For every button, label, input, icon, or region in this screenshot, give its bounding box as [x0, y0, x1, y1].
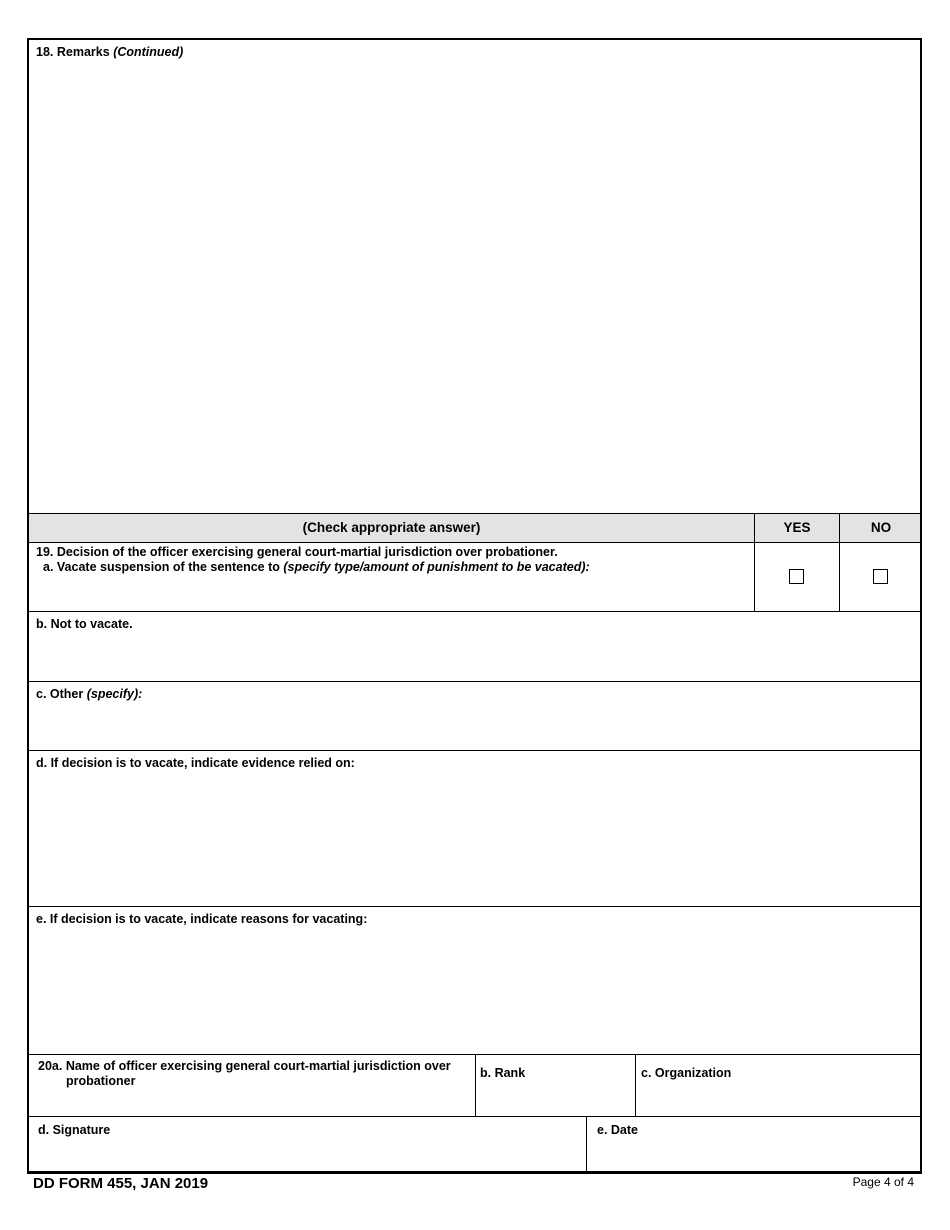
form-page [27, 38, 922, 1174]
item19a-label [43, 560, 590, 575]
divider [754, 514, 755, 611]
item19c-specify: (specify): [86, 687, 143, 701]
form-identifier: DD FORM 455, JAN 2019 [33, 1175, 209, 1192]
item19d-label: d. If decision is to vacate, indicate evidence relied on: [36, 756, 355, 770]
item20a-number: 20a. [38, 1059, 63, 1073]
item19a-no-checkbox[interactable] [873, 569, 888, 584]
item20d-label: d. Signature [38, 1123, 111, 1137]
item20a-label [38, 1059, 451, 1089]
item20a-field[interactable] [33, 1090, 473, 1114]
item19b-label: b. Not to vacate. [36, 617, 133, 631]
item20e-label: e. Date [597, 1123, 638, 1137]
divider [29, 542, 920, 543]
item20a-line1: Name of officer exercising general court-martial jurisdiction over [65, 1059, 451, 1073]
item20a-line2: probationer [66, 1074, 136, 1088]
remarks-field[interactable] [33, 62, 916, 510]
item20c-field[interactable] [638, 1084, 916, 1114]
divider [586, 1117, 587, 1173]
remarks-label [36, 45, 183, 60]
page-number: Page 4 of 4 [852, 1175, 914, 1189]
item20c-label: c. Organization [641, 1066, 732, 1080]
item19c-title: c. Other [36, 687, 84, 701]
divider [29, 681, 920, 682]
check-answer-header [29, 514, 920, 542]
divider [29, 611, 920, 612]
divider [839, 514, 840, 611]
divider [29, 1116, 920, 1117]
item20d-signature-field[interactable] [33, 1140, 583, 1170]
item19d-field[interactable] [33, 772, 916, 902]
item19c-label [36, 687, 142, 702]
item20e-date-field[interactable] [591, 1140, 916, 1170]
item19-heading: 19. Decision of the officer exercising general court-martial jurisdiction over probationer. [36, 545, 558, 559]
remarks-number: 18. [36, 45, 54, 59]
divider [635, 1054, 636, 1116]
remarks-title: Remarks [56, 45, 110, 59]
item19a-prefix: a. Vacate suspension of the sentence to [43, 560, 280, 574]
item19e-field[interactable] [33, 928, 916, 1050]
item19c-field[interactable] [33, 702, 916, 748]
check-answer-instruction: (Check appropriate answer) [302, 520, 481, 535]
divider [475, 1054, 476, 1116]
item20b-field[interactable] [478, 1084, 633, 1114]
item19a-specify: (specify type/amount of punishment to be vacated): [283, 560, 590, 574]
item19e-label: e. If decision is to vacate, indicate reasons for vacating: [36, 912, 368, 926]
item20b-label: b. Rank [480, 1066, 526, 1080]
remarks-continued: (Continued) [113, 45, 184, 59]
yes-column-header: YES [783, 520, 811, 535]
divider [29, 750, 920, 751]
divider [29, 906, 920, 907]
item19b-field[interactable] [33, 632, 916, 678]
item19a-yes-checkbox[interactable] [789, 569, 804, 584]
no-column-header: NO [870, 520, 892, 535]
